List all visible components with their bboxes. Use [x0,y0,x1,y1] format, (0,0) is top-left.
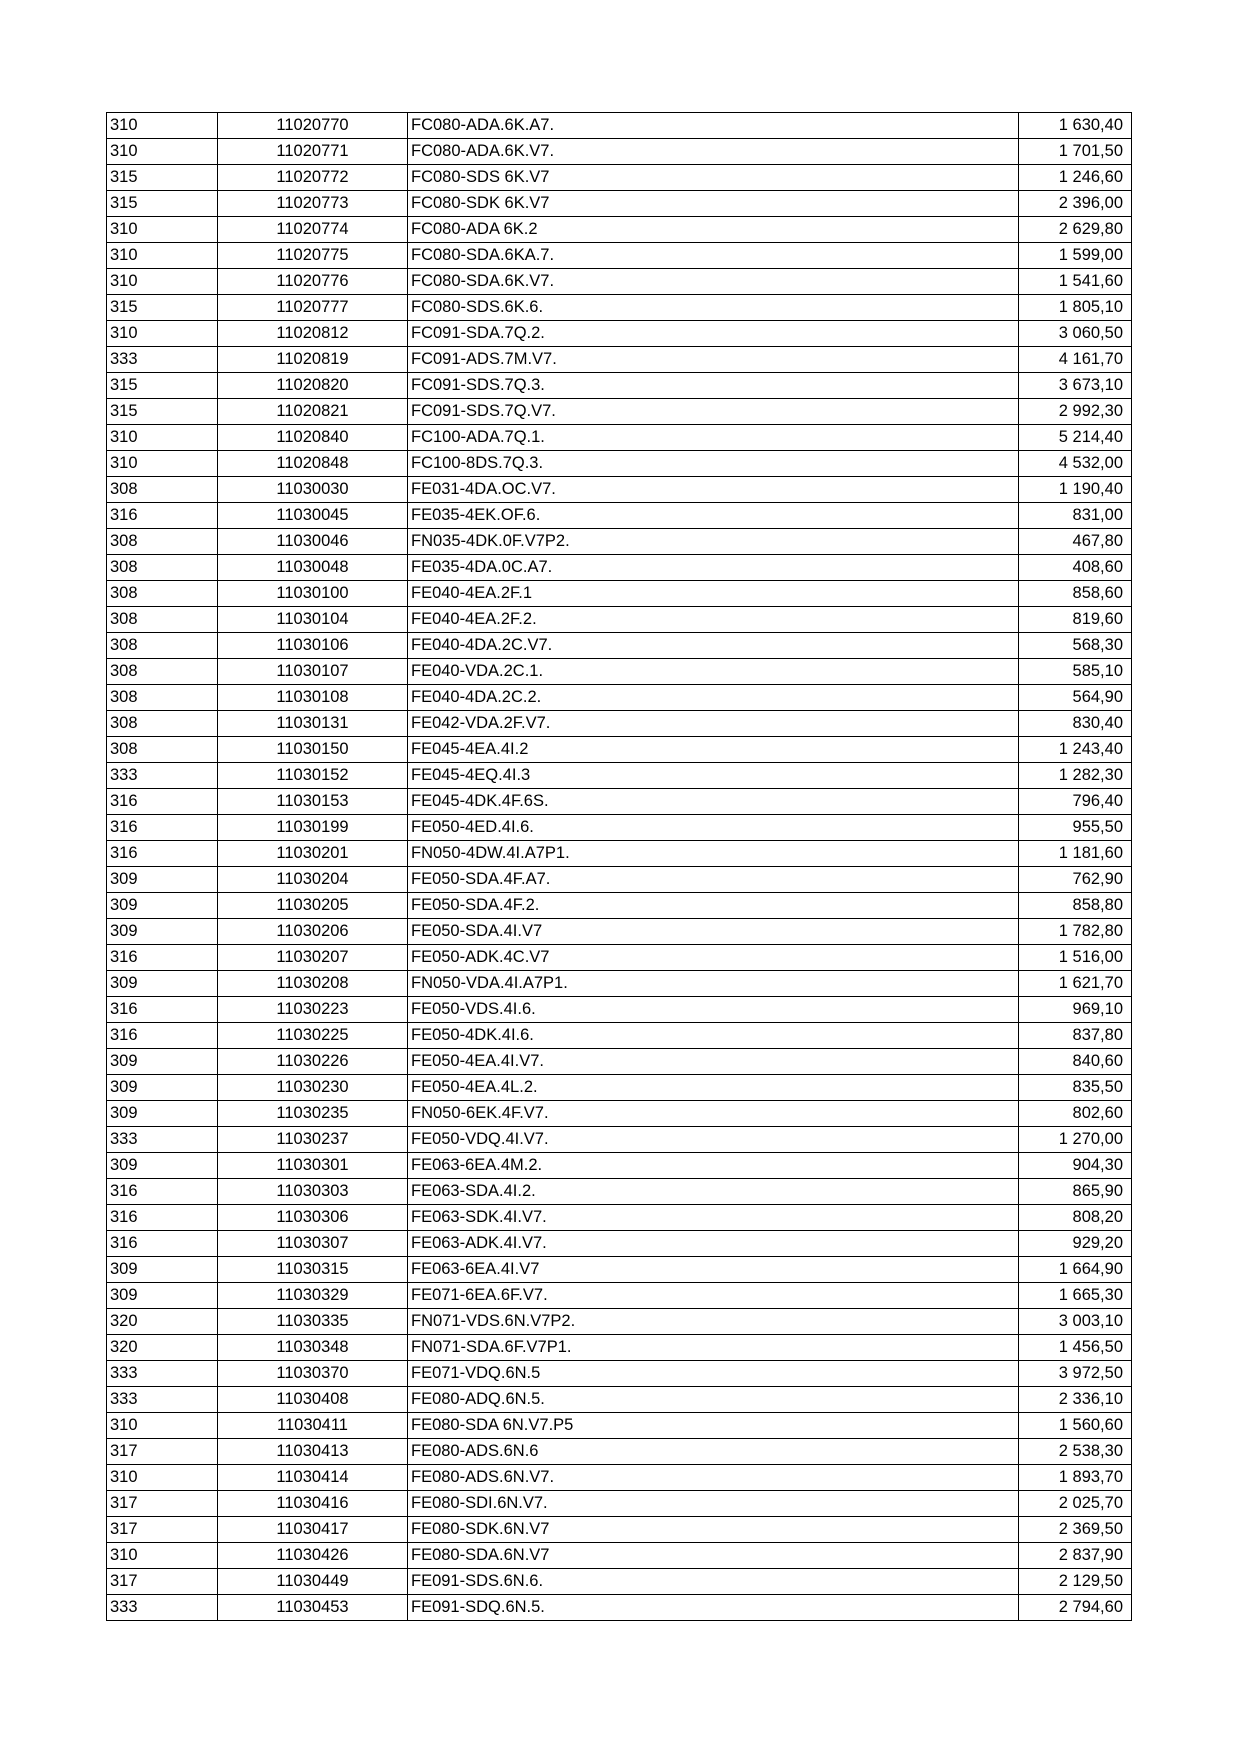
description-cell: FE063-SDK.4I.V7. [408,1205,1019,1231]
table-row [107,1283,1132,1309]
group-cell: 309 [107,1283,218,1309]
group-cell: 316 [107,945,218,971]
description-cell: FE050-VDS.4I.6. [408,997,1019,1023]
table-row [107,971,1132,997]
table-row [107,399,1132,425]
article-code-cell: 11030303 [218,1179,408,1205]
table-row [107,1543,1132,1569]
group-cell: 310 [107,139,218,165]
article-code-cell: 11020777 [218,295,408,321]
article-code-cell: 11020774 [218,217,408,243]
price-cell: 585,10 [1019,659,1132,685]
description-cell: FN071-SDA.6F.V7P1. [408,1335,1019,1361]
price-cell: 955,50 [1019,815,1132,841]
description-cell: FE035-4DA.0C.A7. [408,555,1019,581]
price-cell: 858,60 [1019,581,1132,607]
table-row [107,1205,1132,1231]
price-cell: 1 665,30 [1019,1283,1132,1309]
table-row [107,659,1132,685]
description-cell: FN050-VDA.4I.A7P1. [408,971,1019,997]
table-row [107,191,1132,217]
description-cell: FE063-SDA.4I.2. [408,1179,1019,1205]
price-cell: 808,20 [1019,1205,1132,1231]
table-row [107,1335,1132,1361]
price-cell: 840,60 [1019,1049,1132,1075]
group-cell: 333 [107,1361,218,1387]
price-cell: 3 673,10 [1019,373,1132,399]
price-cell: 1 630,40 [1019,113,1132,139]
price-cell: 1 701,50 [1019,139,1132,165]
article-code-cell: 11030335 [218,1309,408,1335]
description-cell: FC091-SDS.7Q.V7. [408,399,1019,425]
description-cell: FC080-SDA.6KA.7. [408,243,1019,269]
group-cell: 310 [107,243,218,269]
price-cell: 1 181,60 [1019,841,1132,867]
price-cell: 1 893,70 [1019,1465,1132,1491]
article-code-cell: 11030329 [218,1283,408,1309]
table-row [107,1361,1132,1387]
table-row [107,763,1132,789]
group-cell: 310 [107,1413,218,1439]
article-code-cell: 11030306 [218,1205,408,1231]
description-cell: FE040-VDA.2C.1. [408,659,1019,685]
group-cell: 308 [107,607,218,633]
group-cell: 310 [107,1465,218,1491]
article-code-cell: 11030307 [218,1231,408,1257]
price-cell: 2 794,60 [1019,1595,1132,1621]
article-code-cell: 11030301 [218,1153,408,1179]
table-row [107,737,1132,763]
article-code-cell: 11030152 [218,763,408,789]
table-row [107,685,1132,711]
description-cell: FE091-SDS.6N.6. [408,1569,1019,1595]
price-cell: 1 270,00 [1019,1127,1132,1153]
article-code-cell: 11030223 [218,997,408,1023]
price-cell: 564,90 [1019,685,1132,711]
price-cell: 1 621,70 [1019,971,1132,997]
table-row [107,893,1132,919]
group-cell: 310 [107,425,218,451]
group-cell: 316 [107,789,218,815]
group-cell: 316 [107,1179,218,1205]
group-cell: 308 [107,555,218,581]
table-row [107,1153,1132,1179]
article-code-cell: 11020820 [218,373,408,399]
group-cell: 316 [107,1023,218,1049]
price-cell: 2 369,50 [1019,1517,1132,1543]
group-cell: 309 [107,971,218,997]
description-cell: FE040-4EA.2F.1 [408,581,1019,607]
price-cell: 3 003,10 [1019,1309,1132,1335]
article-code-cell: 11030201 [218,841,408,867]
description-cell: FE045-4EQ.4I.3 [408,763,1019,789]
group-cell: 333 [107,763,218,789]
table-row [107,1231,1132,1257]
table-row [107,1101,1132,1127]
price-cell: 2 396,00 [1019,191,1132,217]
description-cell: FE031-4DA.OC.V7. [408,477,1019,503]
article-code-cell: 11030131 [218,711,408,737]
group-cell: 309 [107,1153,218,1179]
group-cell: 316 [107,1231,218,1257]
table-row [107,113,1132,139]
article-code-cell: 11030225 [218,1023,408,1049]
table-row [107,373,1132,399]
article-code-cell: 11020812 [218,321,408,347]
article-code-cell: 11030150 [218,737,408,763]
article-code-cell: 11030237 [218,1127,408,1153]
description-cell: FC091-SDA.7Q.2. [408,321,1019,347]
group-cell: 315 [107,295,218,321]
price-cell: 929,20 [1019,1231,1132,1257]
price-cell: 831,00 [1019,503,1132,529]
price-cell: 865,90 [1019,1179,1132,1205]
price-table [106,112,1132,1621]
price-cell: 1 541,60 [1019,269,1132,295]
group-cell: 316 [107,997,218,1023]
price-cell: 835,50 [1019,1075,1132,1101]
article-code-cell: 11030370 [218,1361,408,1387]
price-cell: 837,80 [1019,1023,1132,1049]
description-cell: FE045-4DK.4F.6S. [408,789,1019,815]
description-cell: FE040-4DA.2C.V7. [408,633,1019,659]
table-row [107,217,1132,243]
table-row [107,607,1132,633]
article-code-cell: 11030416 [218,1491,408,1517]
price-table-body [107,113,1132,1621]
group-cell: 333 [107,1387,218,1413]
table-row [107,1179,1132,1205]
group-cell: 333 [107,1127,218,1153]
price-cell: 2 992,30 [1019,399,1132,425]
article-code-cell: 11030204 [218,867,408,893]
group-cell: 309 [107,1075,218,1101]
description-cell: FE080-ADQ.6N.5. [408,1387,1019,1413]
description-cell: FE071-VDQ.6N.5 [408,1361,1019,1387]
group-cell: 317 [107,1569,218,1595]
article-code-cell: 11020821 [218,399,408,425]
table-row [107,1517,1132,1543]
article-code-cell: 11030235 [218,1101,408,1127]
group-cell: 308 [107,529,218,555]
table-row [107,1075,1132,1101]
table-row [107,425,1132,451]
table-row [107,1569,1132,1595]
article-code-cell: 11030199 [218,815,408,841]
group-cell: 310 [107,217,218,243]
description-cell: FE080-SDA 6N.V7.P5 [408,1413,1019,1439]
price-cell: 2 538,30 [1019,1439,1132,1465]
description-cell: FE071-6EA.6F.V7. [408,1283,1019,1309]
group-cell: 310 [107,321,218,347]
article-code-cell: 11030030 [218,477,408,503]
price-cell: 1 664,90 [1019,1257,1132,1283]
description-cell: FC100-8DS.7Q.3. [408,451,1019,477]
group-cell: 317 [107,1517,218,1543]
table-row [107,1595,1132,1621]
description-cell: FN071-VDS.6N.V7P2. [408,1309,1019,1335]
description-cell: FE045-4EA.4I.2 [408,737,1019,763]
description-cell: FE080-ADS.6N.6 [408,1439,1019,1465]
price-cell: 408,60 [1019,555,1132,581]
article-code-cell: 11020772 [218,165,408,191]
table-row [107,1491,1132,1517]
article-code-cell: 11030100 [218,581,408,607]
article-code-cell: 11030408 [218,1387,408,1413]
article-code-cell: 11030230 [218,1075,408,1101]
table-row [107,243,1132,269]
group-cell: 310 [107,269,218,295]
price-cell: 904,30 [1019,1153,1132,1179]
price-cell: 858,80 [1019,893,1132,919]
price-cell: 1 282,30 [1019,763,1132,789]
table-row [107,139,1132,165]
price-cell: 1 805,10 [1019,295,1132,321]
price-cell: 762,90 [1019,867,1132,893]
description-cell: FC091-SDS.7Q.3. [408,373,1019,399]
description-cell: FE050-SDA.4F.2. [408,893,1019,919]
group-cell: 316 [107,815,218,841]
table-row [107,919,1132,945]
article-code-cell: 11020771 [218,139,408,165]
group-cell: 308 [107,659,218,685]
article-code-cell: 11030453 [218,1595,408,1621]
price-cell: 1 782,80 [1019,919,1132,945]
article-code-cell: 11020819 [218,347,408,373]
table-row [107,477,1132,503]
article-code-cell: 11030348 [218,1335,408,1361]
description-cell: FE040-4DA.2C.2. [408,685,1019,711]
price-cell: 796,40 [1019,789,1132,815]
price-cell: 969,10 [1019,997,1132,1023]
group-cell: 310 [107,113,218,139]
table-row [107,1413,1132,1439]
table-row [107,321,1132,347]
group-cell: 317 [107,1439,218,1465]
description-cell: FE050-VDQ.4I.V7. [408,1127,1019,1153]
article-code-cell: 11030315 [218,1257,408,1283]
table-row [107,815,1132,841]
description-cell: FE080-SDA.6N.V7 [408,1543,1019,1569]
article-code-cell: 11020840 [218,425,408,451]
description-cell: FC100-ADA.7Q.1. [408,425,1019,451]
table-row [107,945,1132,971]
description-cell: FC080-SDA.6K.V7. [408,269,1019,295]
group-cell: 309 [107,893,218,919]
description-cell: FC091-ADS.7M.V7. [408,347,1019,373]
group-cell: 315 [107,399,218,425]
description-cell: FE050-SDA.4I.V7 [408,919,1019,945]
description-cell: FE042-VDA.2F.V7. [408,711,1019,737]
group-cell: 316 [107,503,218,529]
price-cell: 1 243,40 [1019,737,1132,763]
table-row [107,581,1132,607]
price-cell: 2 025,70 [1019,1491,1132,1517]
price-cell: 1 246,60 [1019,165,1132,191]
price-cell: 1 456,50 [1019,1335,1132,1361]
article-code-cell: 11030108 [218,685,408,711]
price-cell: 4 161,70 [1019,347,1132,373]
price-cell: 2 129,50 [1019,1569,1132,1595]
article-code-cell: 11030411 [218,1413,408,1439]
price-cell: 4 532,00 [1019,451,1132,477]
article-code-cell: 11030417 [218,1517,408,1543]
price-cell: 568,30 [1019,633,1132,659]
article-code-cell: 11030205 [218,893,408,919]
article-code-cell: 11030104 [218,607,408,633]
price-cell: 1 516,00 [1019,945,1132,971]
group-cell: 320 [107,1335,218,1361]
description-cell: FN050-4DW.4I.A7P1. [408,841,1019,867]
group-cell: 317 [107,1491,218,1517]
price-cell: 2 336,10 [1019,1387,1132,1413]
price-cell: 3 972,50 [1019,1361,1132,1387]
article-code-cell: 11030046 [218,529,408,555]
price-cell: 819,60 [1019,607,1132,633]
price-cell: 467,80 [1019,529,1132,555]
group-cell: 333 [107,347,218,373]
table-row [107,711,1132,737]
article-code-cell: 11030206 [218,919,408,945]
table-row [107,269,1132,295]
table-row [107,997,1132,1023]
table-row [107,633,1132,659]
table-row [107,1387,1132,1413]
table-row [107,1049,1132,1075]
group-cell: 315 [107,165,218,191]
price-cell: 1 560,60 [1019,1413,1132,1439]
description-cell: FE050-4DK.4I.6. [408,1023,1019,1049]
description-cell: FE040-4EA.2F.2. [408,607,1019,633]
table-row [107,789,1132,815]
article-code-cell: 11020770 [218,113,408,139]
description-cell: FE035-4EK.OF.6. [408,503,1019,529]
article-code-cell: 11030449 [218,1569,408,1595]
description-cell: FE080-SDI.6N.V7. [408,1491,1019,1517]
article-code-cell: 11030226 [218,1049,408,1075]
description-cell: FC080-ADA.6K.A7. [408,113,1019,139]
group-cell: 309 [107,867,218,893]
group-cell: 308 [107,477,218,503]
description-cell: FE080-SDK.6N.V7 [408,1517,1019,1543]
table-row [107,529,1132,555]
price-cell: 830,40 [1019,711,1132,737]
group-cell: 308 [107,581,218,607]
group-cell: 308 [107,633,218,659]
table-row [107,165,1132,191]
table-row [107,1127,1132,1153]
description-cell: FE050-4ED.4I.6. [408,815,1019,841]
price-cell: 3 060,50 [1019,321,1132,347]
description-cell: FC080-SDS.6K.6. [408,295,1019,321]
table-row [107,347,1132,373]
article-code-cell: 11030045 [218,503,408,529]
table-row [107,451,1132,477]
group-cell: 309 [107,1101,218,1127]
description-cell: FC080-SDS 6K.V7 [408,165,1019,191]
description-cell: FN050-6EK.4F.V7. [408,1101,1019,1127]
table-row [107,295,1132,321]
description-cell: FE063-6EA.4I.V7 [408,1257,1019,1283]
article-code-cell: 11020848 [218,451,408,477]
table-row [107,555,1132,581]
article-code-cell: 11030153 [218,789,408,815]
table-row [107,867,1132,893]
price-cell: 802,60 [1019,1101,1132,1127]
table-row [107,1309,1132,1335]
description-cell: FC080-SDK 6K.V7 [408,191,1019,217]
group-cell: 310 [107,1543,218,1569]
group-cell: 315 [107,191,218,217]
group-cell: 309 [107,1049,218,1075]
group-cell: 309 [107,1257,218,1283]
description-cell: FE050-4EA.4I.V7. [408,1049,1019,1075]
price-cell: 5 214,40 [1019,425,1132,451]
table-row [107,841,1132,867]
article-code-cell: 11030106 [218,633,408,659]
article-code-cell: 11020775 [218,243,408,269]
price-cell: 2 629,80 [1019,217,1132,243]
article-code-cell: 11030426 [218,1543,408,1569]
article-code-cell: 11030207 [218,945,408,971]
group-cell: 310 [107,451,218,477]
description-cell: FC080-ADA.6K.V7. [408,139,1019,165]
description-cell: FE050-4EA.4L.2. [408,1075,1019,1101]
group-cell: 315 [107,373,218,399]
table-row [107,1465,1132,1491]
description-cell: FE050-ADK.4C.V7 [408,945,1019,971]
table-row [107,503,1132,529]
price-cell: 1 599,00 [1019,243,1132,269]
article-code-cell: 11020773 [218,191,408,217]
article-code-cell: 11030048 [218,555,408,581]
article-code-cell: 11030414 [218,1465,408,1491]
article-code-cell: 11030413 [218,1439,408,1465]
description-cell: FC080-ADA 6K.2 [408,217,1019,243]
article-code-cell: 11030208 [218,971,408,997]
group-cell: 316 [107,1205,218,1231]
article-code-cell: 11020776 [218,269,408,295]
group-cell: 333 [107,1595,218,1621]
price-cell: 2 837,90 [1019,1543,1132,1569]
group-cell: 308 [107,685,218,711]
description-cell: FE080-ADS.6N.V7. [408,1465,1019,1491]
group-cell: 308 [107,737,218,763]
description-cell: FE063-ADK.4I.V7. [408,1231,1019,1257]
table-row [107,1023,1132,1049]
table-row [107,1257,1132,1283]
article-code-cell: 11030107 [218,659,408,685]
description-cell: FE091-SDQ.6N.5. [408,1595,1019,1621]
group-cell: 308 [107,711,218,737]
price-cell: 1 190,40 [1019,477,1132,503]
group-cell: 320 [107,1309,218,1335]
group-cell: 316 [107,841,218,867]
description-cell: FN035-4DK.0F.V7P2. [408,529,1019,555]
description-cell: FE063-6EA.4M.2. [408,1153,1019,1179]
group-cell: 309 [107,919,218,945]
description-cell: FE050-SDA.4F.A7. [408,867,1019,893]
table-row [107,1439,1132,1465]
